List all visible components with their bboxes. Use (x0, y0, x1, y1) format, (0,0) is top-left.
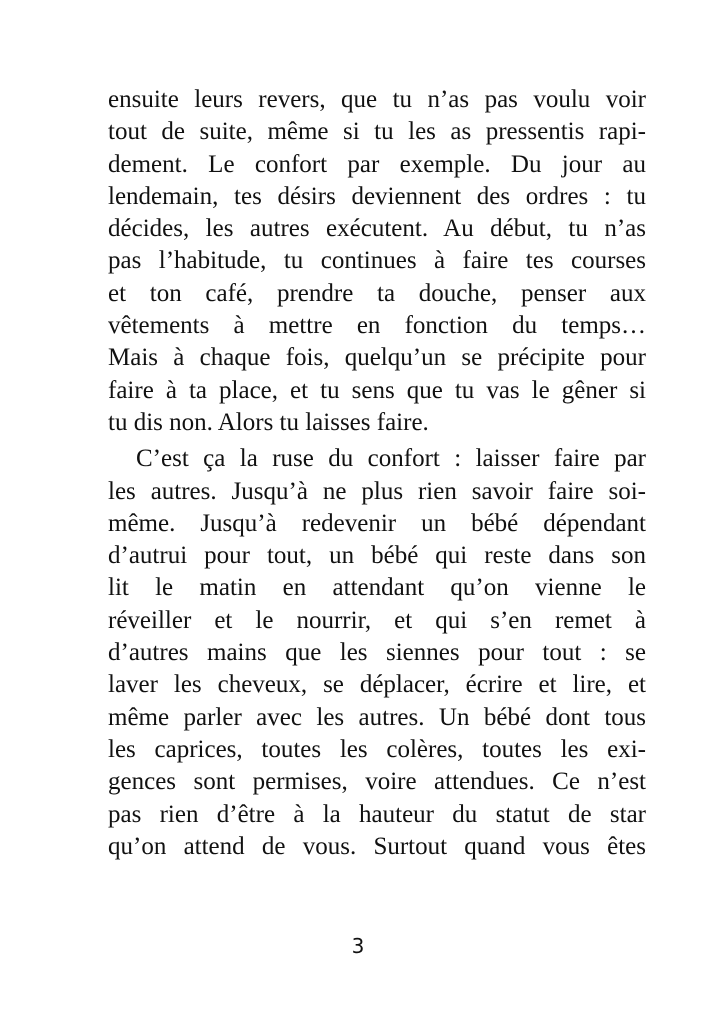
text-line: laver les cheveux, se déplacer, écrire et lire, et (108, 671, 646, 699)
body-text (108, 84, 646, 863)
text-line: réveiller et le nourrir, et qui s’en remet à (108, 606, 646, 634)
text-line: lendemain, tes désirs deviennent des ordres : tu (108, 182, 646, 210)
text-line: faire à ta place, et tu sens que tu vas le gêner si (108, 376, 646, 404)
text-line: lit le matin en attendant qu’on vienne le (108, 574, 646, 602)
text-line: gences sont permises, voire attendues. Ce n’est (108, 768, 646, 796)
paragraph-1 (108, 84, 646, 439)
text-line: Mais à chaque fois, quelqu’un se précipite pour (108, 344, 646, 372)
text-line: et ton café, prendre ta douche, penser aux (108, 279, 646, 307)
text-line: C’est ça la ruse du confort : laisser faire par (136, 445, 646, 473)
page-number: 3 (351, 934, 365, 958)
text-line: vêtements à mettre en fonction du temps… (108, 312, 646, 340)
text-line: les caprices, toutes les colères, toutes les exi- (108, 735, 646, 763)
text-line: même parler avec les autres. Un bébé dont tous (108, 703, 646, 731)
text-line: pas rien d’être à la hauteur du statut de star (108, 800, 646, 828)
text-line: dement. Le confort par exemple. Du jour au (108, 150, 646, 178)
text-line: ensuite leurs revers, que tu n’as pas voulu voir (108, 86, 646, 113)
text-line: qu’on attend de vous. Surtout quand vous êtes (108, 832, 646, 860)
text-line: même. Jusqu’à redevenir un bébé dépendant (108, 509, 646, 537)
text-line: d’autrui pour tout, un bébé qui reste dans son (108, 542, 646, 570)
text-line: tout de suite, même si tu les as pressentis rapi- (108, 118, 646, 146)
text-line: pas l’habitude, tu continues à faire tes courses (108, 247, 646, 275)
paragraph-2 (108, 443, 646, 863)
text-line: d’autres mains que les siennes pour tout : se (108, 639, 646, 667)
text-line: les autres. Jusqu’à ne plus rien savoir faire soi- (108, 477, 646, 505)
text-line: tu dis non. Alors tu laisses faire. (108, 408, 429, 436)
text-line: décides, les autres exécutent. Au début, tu n’as (108, 215, 646, 243)
